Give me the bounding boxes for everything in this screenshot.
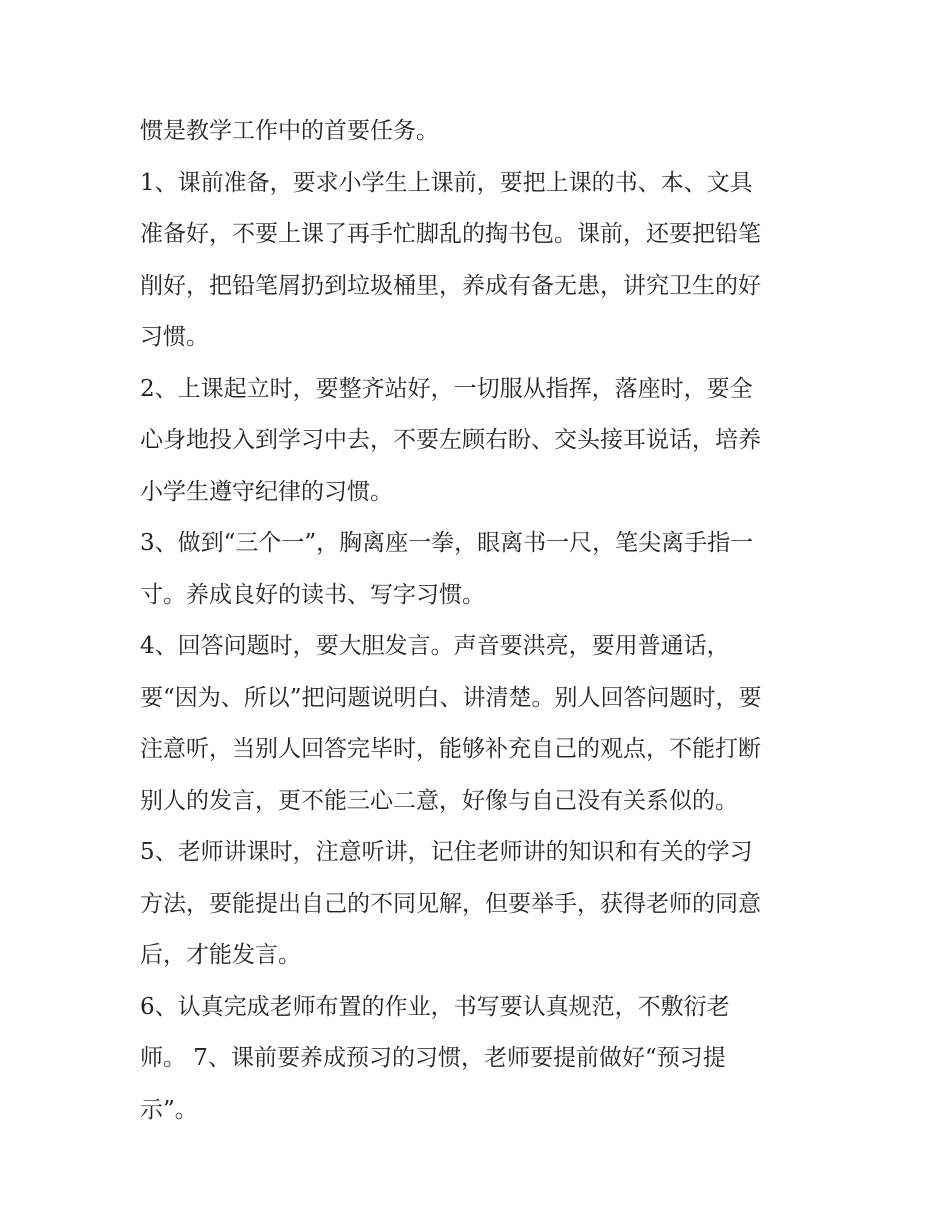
text-line: 2、上课起立时，要整齐站好，一切服从指挥，落座时，要全 bbox=[140, 375, 753, 402]
text-line: 5、老师讲课时，注意听讲，记住老师讲的知识和有关的学习 bbox=[140, 839, 753, 865]
text-line: 1、课前准备，要求小学生上课前，要把上课的书、本、文具 bbox=[140, 169, 753, 196]
body-text bbox=[140, 106, 820, 1136]
text-line: 后，才能发言。 bbox=[140, 942, 301, 968]
text-line: 4、回答问题时，要大胆发言。声音要洪亮，要用普通话， bbox=[140, 633, 730, 659]
text-line: 师。 7、课前要养成预习的习惯，老师要提前做好“预习提 bbox=[140, 1045, 726, 1071]
text-line: 寸。养成良好的读书、写字习惯。 bbox=[140, 581, 485, 608]
text-line: 小学生遵守纪律的习惯。 bbox=[140, 478, 393, 505]
text-line: 习惯。 bbox=[140, 324, 209, 350]
text-line: 削好，把铅笔屑扔到垃圾桶里，养成有备无患，讲究卫生的好 bbox=[140, 272, 761, 299]
text-line: 要“因为、所以”把问题说明白、讲清楚。别人回答问题时，要 bbox=[140, 684, 762, 711]
text-line: 心身地投入到学习中去，不要左顾右盼、交头接耳说话，培养 bbox=[140, 427, 761, 453]
text-line: 别人的发言，更不能三心二意，好像与自己没有关系似的。 bbox=[140, 787, 738, 814]
text-line: 3、做到“三个一”，胸离座一拳，眼离书一尺，笔尖离手指一 bbox=[140, 530, 754, 556]
text-line: 注意听，当别人回答完毕时，能够补充自己的观点，不能打断 bbox=[140, 736, 761, 762]
text-line: 示”。 bbox=[140, 1096, 198, 1123]
text-line: 方法，要能提出自己的不同见解，但要举手，获得老师的同意 bbox=[140, 890, 761, 917]
text-line: 惯是教学工作中的首要任务。 bbox=[140, 118, 439, 144]
text-line: 准备好，不要上课了再手忙脚乱的掏书包。课前，还要把铅笔 bbox=[140, 221, 761, 247]
text-line: 6、认真完成老师布置的作业，书写要认真规范，不敷衍老 bbox=[140, 993, 730, 1020]
